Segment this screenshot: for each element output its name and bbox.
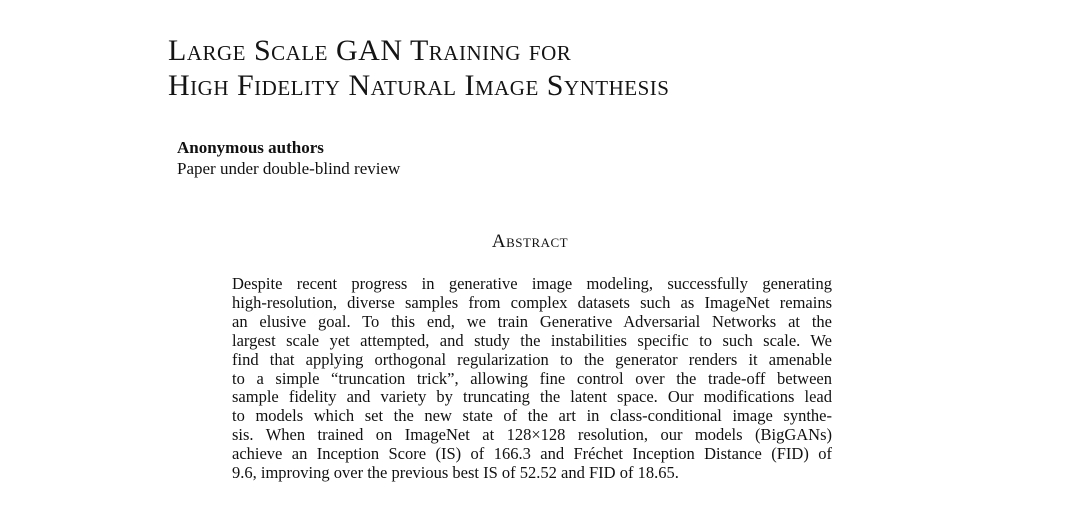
author-block [177, 137, 400, 179]
abstract-text [232, 275, 832, 483]
title-line: High Fidelity Natural Image Synthesis [168, 69, 670, 102]
abstract-line: sample fidelity and variety by truncating the latent space. Our modifications lead [232, 387, 832, 407]
author-names: Anonymous authors [177, 138, 324, 157]
paper-title [168, 33, 669, 103]
abstract-line: find that applying orthogonal regularization to the generator renders it amenable [232, 349, 832, 369]
abstract-line: high-resolution, diverse samples from complex datasets such as ImageNet remains [232, 292, 832, 312]
abstract-line: achieve an Inception Score (IS) of 166.3 and Fréchet Inception Distance (FID) of [232, 444, 832, 464]
abstract-heading: Abstract [491, 231, 569, 252]
abstract-line: Despite recent progress in generative image modeling, successfully generating [232, 274, 832, 293]
abstract-line: sis. When trained on ImageNet at 128×128 resolution, our models (BigGANs) [232, 425, 832, 445]
abstract-line: 9.6, improving over the previous best IS of 52.52 and FID of 18.65. [232, 463, 679, 483]
abstract-line: an elusive goal. To this end, we train Generative Adversarial Networks at the [232, 311, 832, 331]
abstract-line: to a simple “truncation trick”, allowing fine control over the trade-off between [232, 368, 832, 388]
author-affiliation: Paper under double-blind review [177, 159, 401, 178]
abstract-line: to models which set the new state of the art in class-conditional image synthe- [232, 406, 832, 426]
abstract-line: largest scale yet attempted, and study the instabilities specific to such scale. We [232, 330, 832, 350]
title-line: Large Scale GAN Training for [168, 34, 572, 67]
